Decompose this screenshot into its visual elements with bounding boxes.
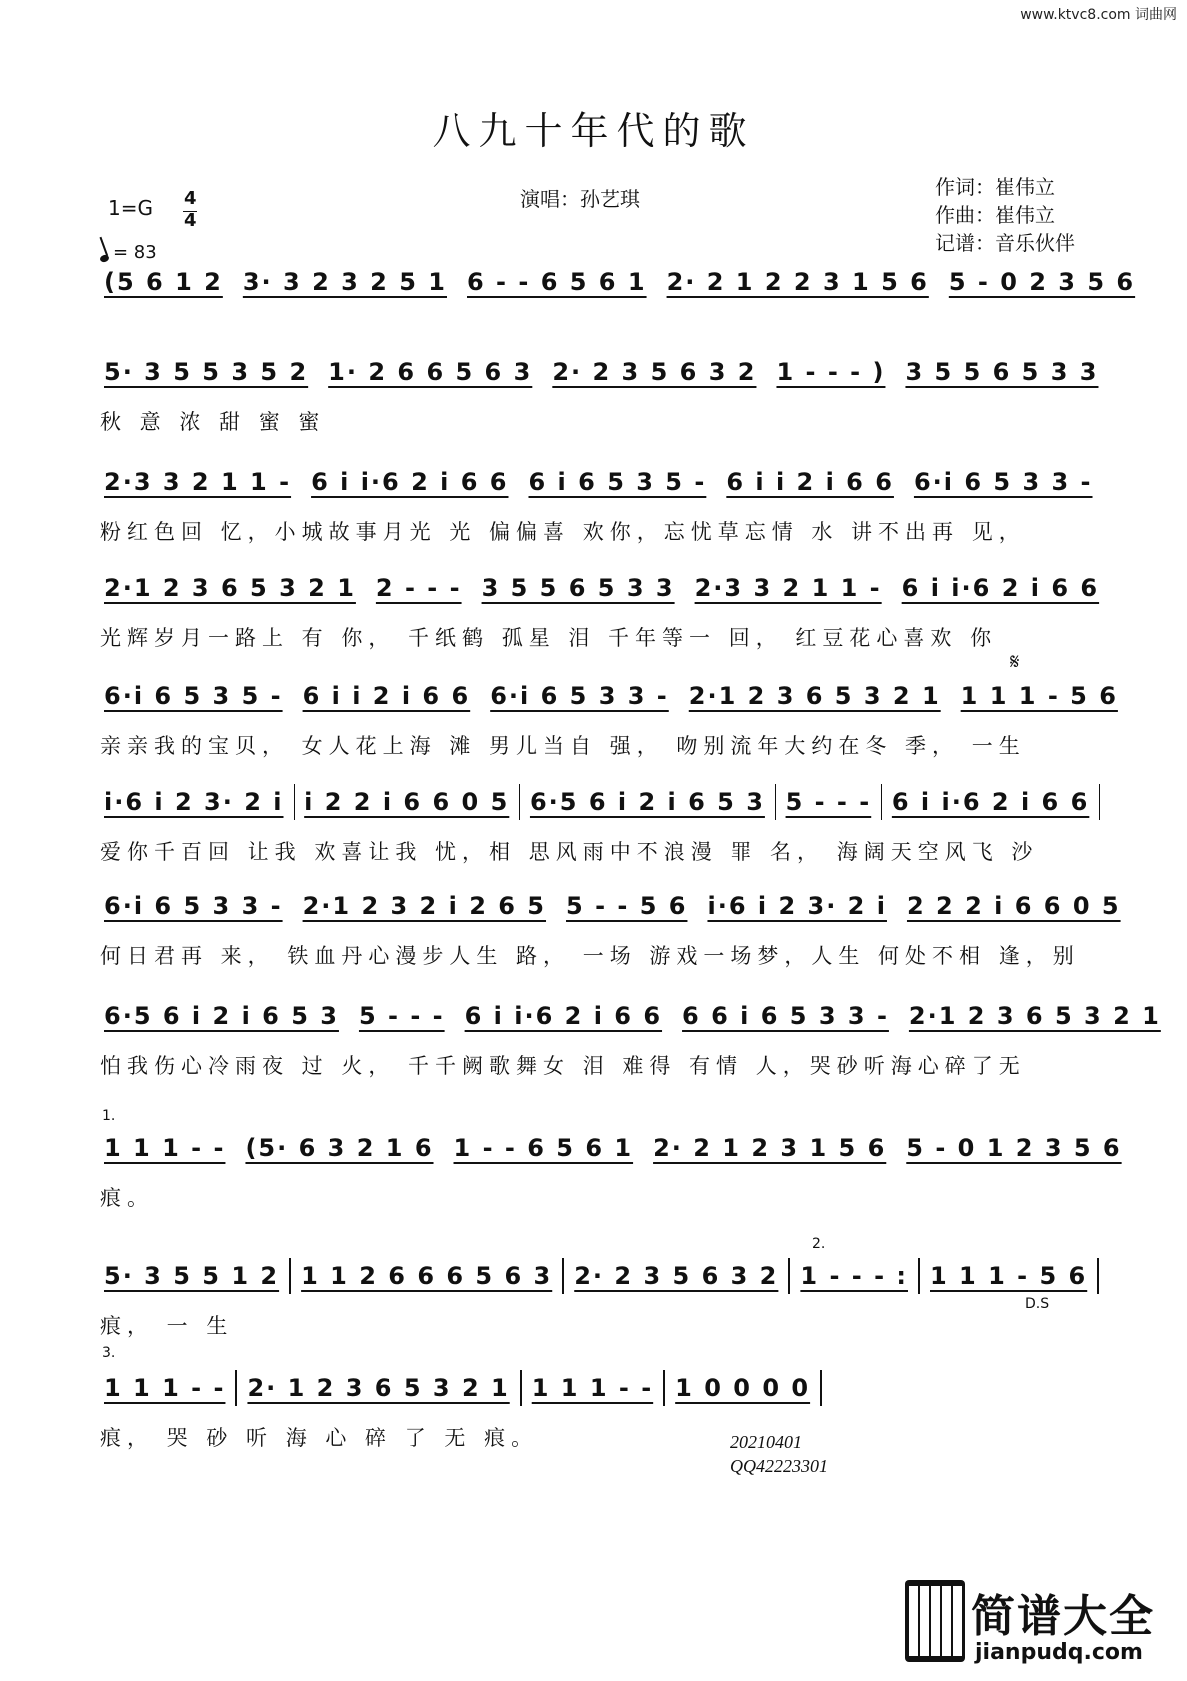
- notes-line: [100, 352, 1100, 392]
- measure: 2· 2 3 5 6 3 2: [552, 358, 757, 386]
- measure: i·6 i 2 3· 2 i: [707, 892, 887, 920]
- measure: 1 1 1 - -: [531, 1374, 654, 1402]
- time-signature-top: 4: [184, 188, 197, 209]
- piano-keys-icon: [905, 1580, 965, 1662]
- footer-logo[interactable]: [905, 1580, 1175, 1675]
- score-system: [100, 462, 1100, 552]
- notes-line: [100, 262, 1136, 302]
- ds-marker: D.S: [1025, 1296, 1050, 1312]
- measure: 3 5 5 6 5 3 3: [481, 574, 675, 602]
- notes-line: [100, 676, 1118, 716]
- measure: 3· 3 2 3 2 5 1: [242, 268, 447, 296]
- measure: i 2 2 i 6 6 0 5: [304, 788, 510, 816]
- measure: 6·5 6 i 2 i 6 5 3: [104, 1002, 339, 1030]
- measure: 1 1 1 - -: [104, 1374, 226, 1402]
- lyrics-line: 痕， 哭 砂 听 海 心 碎 了 无 痕。: [100, 1426, 539, 1450]
- lyrics-line: 痕， 一 生: [100, 1314, 234, 1338]
- measure: 1 - - 6 5 6 1: [453, 1134, 634, 1162]
- logo-name: 简谱大全: [971, 1591, 1155, 1642]
- measure: 6 i 6 5 3 5 -: [528, 468, 707, 496]
- measure: 1· 2 6 6 5 6 3: [328, 358, 533, 386]
- measure: 6 i i·6 2 i 6 6: [901, 574, 1100, 602]
- segno-marker: 𝄋: [1010, 650, 1020, 675]
- time-signature-bottom: 4: [184, 210, 197, 231]
- barline: [294, 784, 295, 820]
- measure: 6 - - 6 5 6 1: [467, 268, 647, 296]
- measure: 2·1 2 3 6 5 3 2 1: [688, 682, 941, 710]
- measure: (5· 6 3 2 1 6: [245, 1134, 434, 1162]
- measure: 2·1 2 3 6 5 3 2 1: [104, 574, 356, 602]
- credit-notation: 记谱：音乐伙伴: [935, 231, 1075, 255]
- measure: 6 i i·6 2 i 6 6: [464, 1002, 663, 1030]
- lyrics-line: 爱你千百回 让我 欢喜让我 忧，相 思风雨中不浪漫 罪 名， 海阔天空风飞 沙: [100, 840, 1039, 864]
- measure: 2·1 2 3 2 i 2 6 5: [302, 892, 547, 920]
- measure: 1 - - - ): [776, 358, 886, 386]
- measure: 6 i i 2 i 6 6: [726, 468, 894, 496]
- barline: [289, 1258, 291, 1294]
- measure: 5· 3 5 5 3 5 2: [104, 358, 309, 386]
- measure: 5· 3 5 5 1 2: [104, 1262, 280, 1290]
- barline: [881, 784, 882, 820]
- credit-music: 作曲：崔伟立: [935, 203, 1055, 227]
- measure: 6·i 6 5 3 3 -: [490, 682, 669, 710]
- third-ending-marker: 3.: [102, 1345, 116, 1361]
- barline: [918, 1258, 920, 1294]
- logo-url: jianpudq.com: [975, 1640, 1143, 1665]
- measure: 2· 2 3 5 6 3 2: [574, 1262, 779, 1290]
- credit-lyrics: 作词：崔伟立: [935, 175, 1055, 199]
- lyrics-line: 何日君再 来， 铁血丹心漫步人生 路， 一场 游戏一场梦，人生 何处不相 逢，别: [100, 944, 1080, 968]
- performer: 演唱：孙艺琪: [520, 187, 640, 211]
- key-signature: 1=G: [108, 196, 153, 220]
- tempo-value: = 83: [113, 242, 157, 263]
- notes-line: [100, 1368, 1100, 1408]
- lyrics-line: 秋 意 浓 甜 蜜 蜜: [100, 410, 326, 434]
- measure: 2· 1 2 3 6 5 3 2 1: [247, 1374, 510, 1402]
- lyrics-line: 怕我伤心冷雨夜 过 火， 千千阙歌舞女 泪 难得 有情 人，哭砂听海心碎了无: [100, 1054, 1026, 1078]
- notes-line: [100, 1128, 1122, 1168]
- lyrics-line: 光辉岁月一路上 有 你， 千纸鹤 孤星 泪 千年等一 回， 红豆花心喜欢 你: [100, 626, 998, 650]
- measure: 6 i i·6 2 i 6 6: [311, 468, 509, 496]
- score-system: [100, 262, 1136, 352]
- measure: 2· 2 1 2 2 3 1 5 6: [666, 268, 929, 296]
- date-stamp: 20210401: [730, 1432, 802, 1452]
- measure: 6·i 6 5 3 3 -: [913, 468, 1093, 496]
- measure: 6·5 6 i 2 i 6 5 3: [529, 788, 765, 816]
- tempo-marking: [100, 242, 157, 263]
- measure: 3 5 5 6 5 3 3: [905, 358, 1099, 386]
- notes-line: [100, 886, 1121, 926]
- score-system: [100, 568, 1100, 658]
- measure: 1 0 0 0 0: [675, 1374, 811, 1402]
- barline: [663, 1370, 665, 1406]
- measure: 5 - - -: [785, 788, 872, 816]
- measure: 6·i 6 5 3 3 -: [104, 892, 283, 920]
- song-title: 八九十年代的歌: [432, 109, 755, 153]
- score-system: [100, 676, 1118, 766]
- score-system: [100, 1368, 1100, 1458]
- score-system: [100, 1128, 1122, 1218]
- notes-line: [100, 462, 1100, 502]
- notes-line: [100, 782, 1100, 822]
- barline: [820, 1370, 822, 1406]
- measure: 2· 2 1 2 3 1 5 6: [653, 1134, 887, 1162]
- notes-line: [100, 568, 1100, 608]
- measure: 2·3 3 2 1 1 -: [104, 468, 292, 496]
- measure: (5 6 1 2: [104, 268, 223, 296]
- lyrics-line: 亲亲我的宝贝， 女人花上海 滩 男儿当自 强， 吻别流年大约在冬 季， 一生: [100, 734, 1026, 758]
- first-ending-marker: 1.: [102, 1108, 116, 1124]
- measure: 2·1 2 3 6 5 3 2 1: [908, 1002, 1161, 1030]
- measure: 6·i 6 5 3 5 -: [104, 682, 283, 710]
- measure: 2 - - -: [375, 574, 462, 602]
- measure: 6 6 i 6 5 3 3 -: [682, 1002, 889, 1030]
- score-system: [100, 996, 1161, 1086]
- score-system: [100, 886, 1121, 976]
- measure: 1 1 1 - 5 6: [960, 682, 1118, 710]
- measure: 2 2 2 i 6 6 0 5: [906, 892, 1121, 920]
- barline: [775, 784, 776, 820]
- measure: 2·3 3 2 1 1 -: [694, 574, 882, 602]
- barline: [520, 1370, 522, 1406]
- measure: 6 i i·6 2 i 6 6: [891, 788, 1090, 816]
- score-system: [100, 352, 1100, 442]
- measure: 1 1 2 6 6 6 5 6 3: [301, 1262, 553, 1290]
- barline: [519, 784, 520, 820]
- barline: [235, 1370, 237, 1406]
- lyrics-line: 粉红色回 忆，小城故事月光 光 偏偏喜 欢你，忘忧草忘情 水 讲不出再 见，: [100, 520, 1026, 544]
- score-system: [100, 782, 1100, 872]
- score-system: [100, 1256, 1100, 1346]
- notes-line: [100, 1256, 1100, 1296]
- lyrics-line: 痕。: [100, 1186, 154, 1210]
- measure: i·6 i 2 3· 2 i: [104, 788, 284, 816]
- notes-line: [100, 996, 1161, 1036]
- measure: 5 - - 5 6: [566, 892, 688, 920]
- barline: [562, 1258, 564, 1294]
- measure: 1 1 1 - -: [104, 1134, 226, 1162]
- barline: [788, 1258, 790, 1294]
- measure: 5 - 0 1 2 3 5 6: [906, 1134, 1122, 1162]
- barline: [1099, 784, 1100, 820]
- measure: 5 - - -: [358, 1002, 445, 1030]
- second-ending-marker: 2.: [812, 1236, 826, 1252]
- site-header[interactable]: www.ktvc8.com 词曲网: [1020, 7, 1177, 23]
- barline: [1097, 1258, 1099, 1294]
- measure: 1 - - - :: [800, 1262, 908, 1290]
- measure: 6 i i 2 i 6 6: [302, 682, 471, 710]
- qq-stamp: QQ42223301: [730, 1456, 828, 1476]
- measure: 5 - 0 2 3 5 6: [948, 268, 1136, 296]
- measure: 1 1 1 - 5 6: [930, 1262, 1088, 1290]
